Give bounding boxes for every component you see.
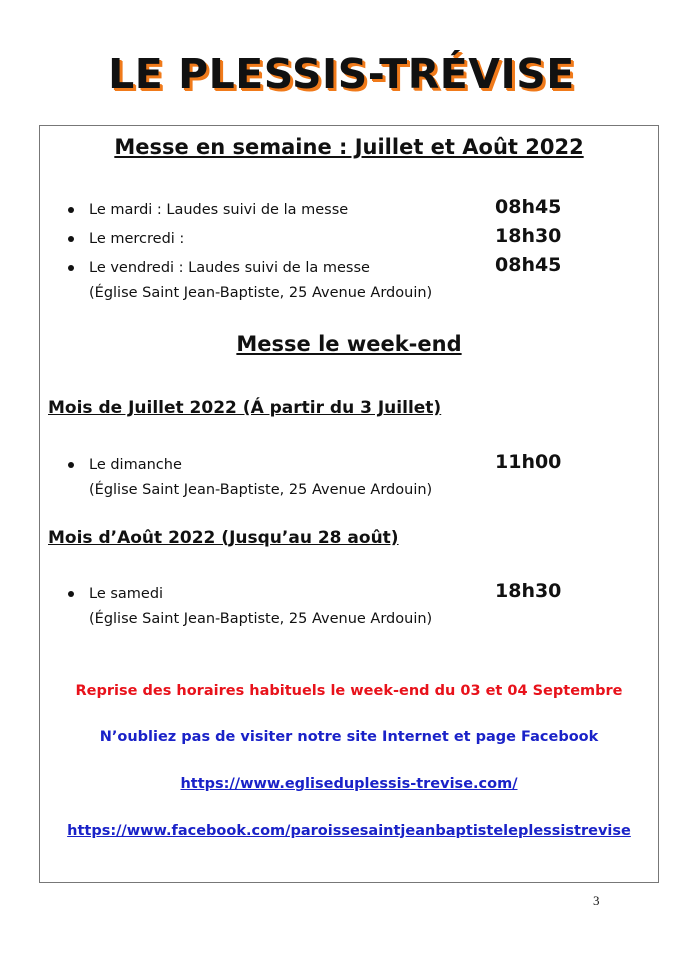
location-text: (Église Saint Jean-Baptiste, 25 Avenue Ardouin) (89, 285, 433, 301)
item-time: 18h30 (495, 580, 562, 602)
bullet-icon (68, 236, 74, 242)
bullet-icon (68, 207, 74, 213)
notice-text: Reprise des horaires habituels le week-end du 03 et 04 Septembre (75, 683, 623, 699)
page-title: LE PLESSIS-TRÉVISE (108, 50, 575, 98)
location-text: (Église Saint Jean-Baptiste, 25 Avenue Ardouin) (89, 482, 433, 498)
item-time: 18h30 (495, 225, 562, 247)
weekday-heading: Messe en semaine : Juillet et Août 2022 (114, 135, 584, 159)
item-label: Le samedi (89, 586, 164, 602)
list-item (68, 196, 628, 226)
list-item (68, 451, 628, 481)
weekend-heading: Messe le week-end (236, 332, 462, 356)
july-heading: Mois de Juillet 2022 (Á partir du 3 Juillet) (48, 398, 442, 418)
bullet-icon (68, 265, 74, 271)
item-time: 08h45 (495, 196, 562, 218)
invite-text: N’oubliez pas de visiter notre site Internet et page Facebook (99, 729, 599, 745)
schedule-box (39, 125, 659, 883)
bullet-icon (68, 591, 74, 597)
item-label: Le vendredi : Laudes suivi de la messe (89, 260, 370, 276)
item-label: Le mardi : Laudes suivi de la messe (89, 202, 349, 218)
website-link-row (40, 776, 658, 792)
item-time: 11h00 (495, 451, 562, 473)
location-text: (Église Saint Jean-Baptiste, 25 Avenue Ardouin) (89, 611, 433, 627)
item-label: Le dimanche (89, 457, 182, 473)
page-number: 3 (593, 893, 600, 908)
list-item (68, 254, 628, 284)
item-label: Le mercredi : (89, 231, 185, 247)
website-link[interactable]: https://www.egliseduplessis-trevise.com/ (180, 776, 518, 792)
item-time: 08h45 (495, 254, 562, 276)
facebook-link[interactable]: https://www.facebook.com/paroissesaintjeanbaptisteleplessistrevise (67, 823, 631, 839)
august-heading: Mois d’Août 2022 (Jusqu’au 28 août) (48, 528, 399, 548)
bullet-icon (68, 462, 74, 468)
facebook-link-row (40, 823, 658, 839)
list-item (68, 225, 628, 255)
list-item (68, 580, 628, 610)
